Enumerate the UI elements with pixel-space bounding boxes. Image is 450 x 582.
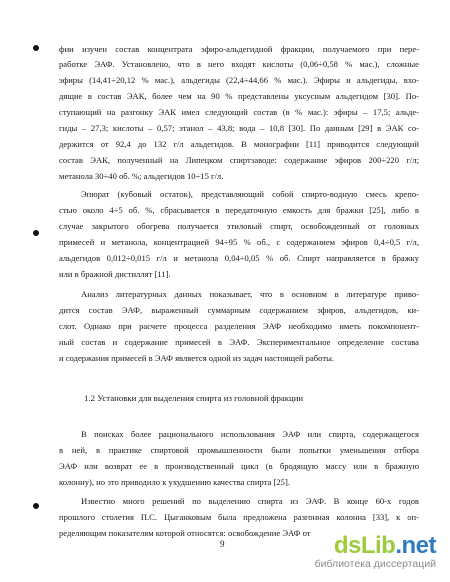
text-line: ный состав и содержание примесей в ЭАФ. Экспериментальное определение состава [59,337,419,347]
margin-bullet-3 [33,503,39,509]
text-line: примесей и метанола, концентрацией 94÷95 % об., с содержанием эфиров 0,4÷0,5 г/л, [59,237,419,247]
watermark-logo-part1: dsLib [333,532,396,559]
text-line: Анализ литературных данных показывает, что в основном в литературе приво- [81,289,419,299]
text-line: дится состав ЭАФ, выраженный суммарным содержанием эфиров, альдегидов, ки- [59,305,419,315]
text-line: ЭАФ или возврат ее в производственный цикл (в бродящую массу или в бражную [59,461,419,471]
section-heading: 1.2 Установки для выделения спирта из головной фракции [84,393,304,403]
watermark-logo-part2: .net [395,532,436,559]
text-line: или в бражной дистиллят [11]. [59,269,171,279]
text-line: дящие в состав ЭАК, более чем на 90 % представлены уксусным альдегидом [30]. По- [59,91,419,101]
text-line: Эпюрат (кубовый остаток), представляющий собой спирто-водную смесь крепо- [81,189,419,199]
margin-bullet-2 [33,230,39,236]
text-line: прошлого столетия П.С. Цыганковым была предложена разгонная колонна [33], к оп- [59,512,419,522]
text-line: альдегидов 0,012÷0,015 г/л и метанола 0,04÷0,05 % об. Спирт направляется в бражку [59,253,419,263]
page-number: 9 [220,539,225,549]
text-line: и содержания примесей в ЭАФ является одной из задач настоящей работы. [59,353,335,363]
text-line: случае закрытого обогрева получается этиловый спирт, освобожденный от головных [59,221,419,231]
text-line: ределяющим показателям которой относятся: освобождение ЭАФ от [59,528,311,538]
text-line: держится от 92,4 до 132 г/л альдегидов. В монографии [11] приводится следующий [59,139,419,149]
text-line: работке ЭАФ. Установлено, что в него входят кислоты (0,06÷0,58 % мас.), сложные [59,59,419,69]
watermark-subtitle: библиотека диссертаций [314,558,436,570]
text-line: метанола 30÷40 об. %; альдегидов 10÷15 г/л. [59,171,224,181]
text-line: Известно много решений по выделению спирта из ЭАФ. В конце 60-х годов [81,496,419,506]
text-line: стью около 4÷5 об. %, сбрасывается в передаточную емкость для бражки [25], либо в [59,205,419,215]
dslib-watermark [286,534,436,574]
watermark-logo [286,534,436,558]
margin-bullet-1 [33,45,39,51]
text-line: слот. Однако при расчете процесса разделения ЭАФ необходимо иметь покомпонент- [59,321,419,331]
text-line: ступающий на разгонку ЭАК имел следующий состав (в % мас.): эфиры – 17,5; альде- [59,107,419,117]
text-line: гиды – 27,3; кислоты – 0,57; этанол – 43,8; вода – 10,8 [30]. По данным [29] в ЭАК со- [59,123,419,133]
text-line: В поисках более рационального использования ЭАФ или спирта, содержащегося [81,429,419,439]
text-line: состав ЭАК, полученный на Липецком спиртзаводе: содержание эфиров 200÷220 г/л; [59,155,419,165]
text-line: эфиры (14,41÷20,12 % мас.), альдегиды (22,4÷44,66 % мас.). Эфиры и альдегиды, вхо- [59,75,419,85]
text-line: в ней, в практике спиртовой промышленности были попытки уменьшения отбора [59,445,419,455]
text-line: колонну), но это приводило к ухудшению качества спирта [25]. [59,477,290,487]
text-line: фии изучен состав концентрата эфиро-альдегидной фракции, получаемого при пере- [59,44,419,54]
